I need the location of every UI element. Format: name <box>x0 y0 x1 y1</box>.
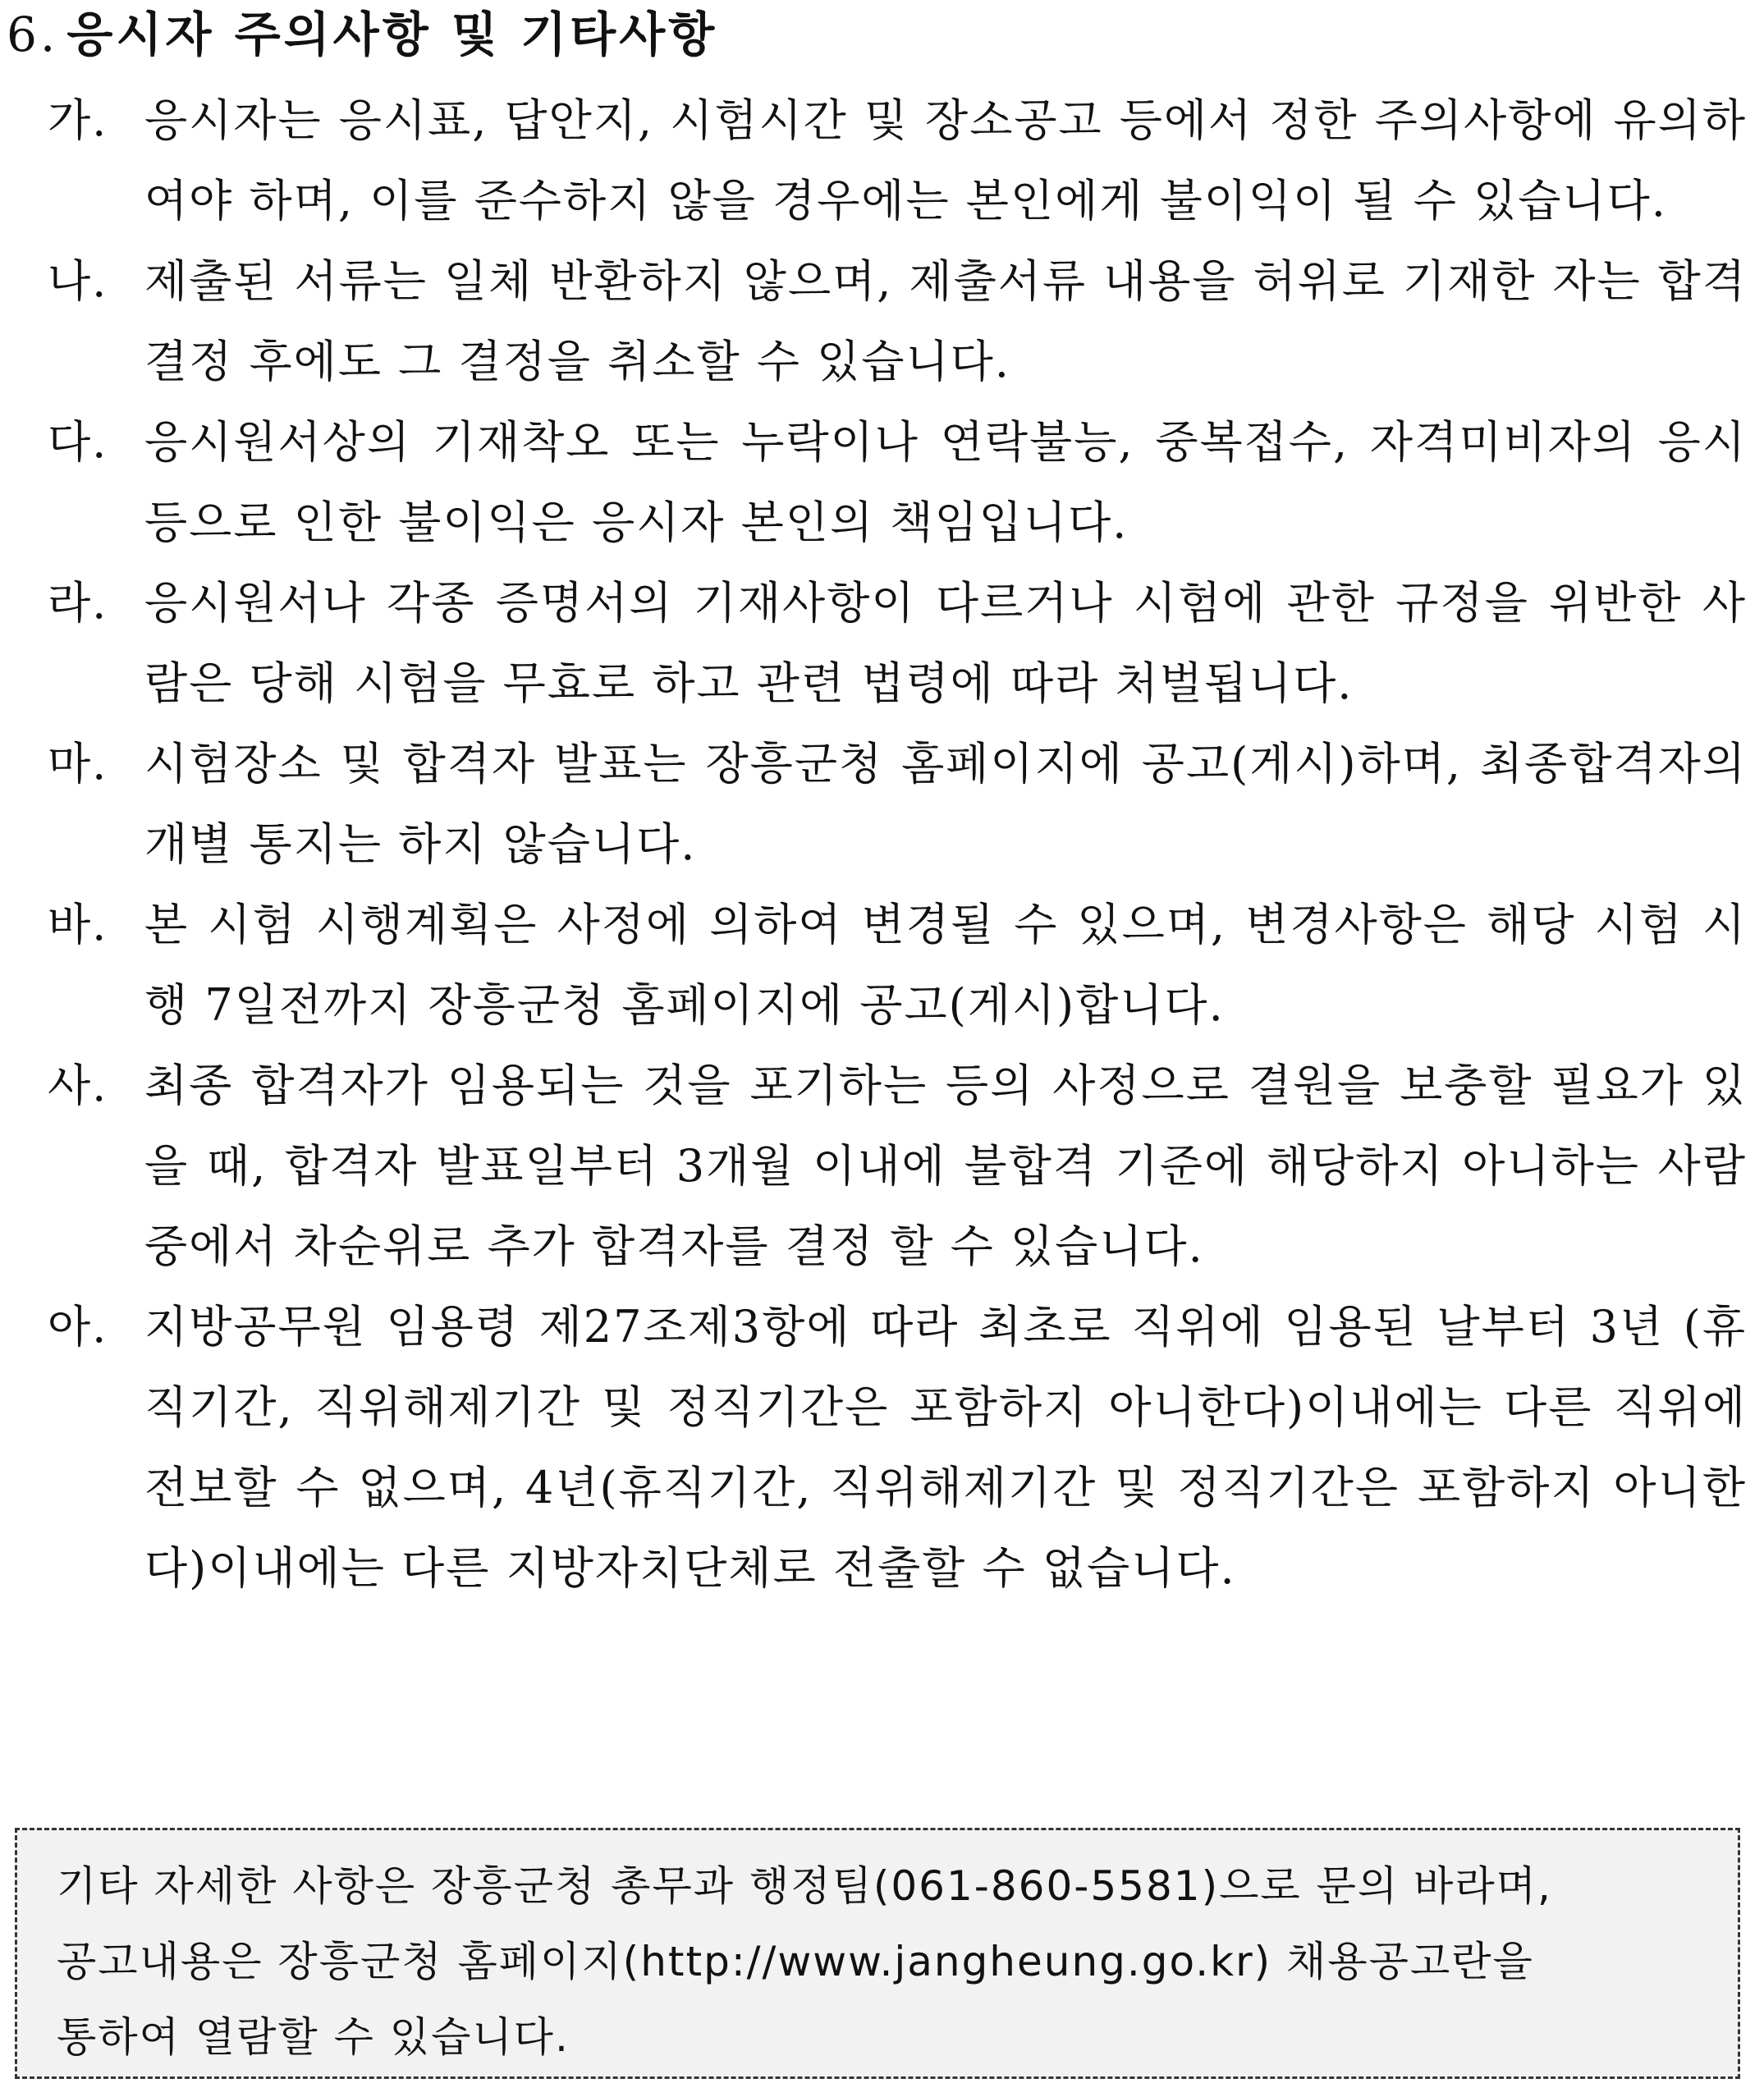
list-item <box>48 885 1747 1046</box>
list-item <box>48 1287 1747 1609</box>
list-item <box>48 241 1747 402</box>
item-text: 본 시험 시행계획은 사정에 의하여 변경될 수 있으며, 변경사항은 해당 시험 시행 7일전까지 장흥군청 홈페이지에 공고(게시)합니다. <box>144 899 1747 1031</box>
item-text: 응시원서나 각종 증명서의 기재사항이 다르거나 시험에 관한 규정을 위반한 사람은 당해 시험을 무효로 하고 관련 법령에 따라 처벌됩니다. <box>144 577 1747 709</box>
item-text: 응시자는 응시표, 답안지, 시험시간 및 장소공고 등에서 정한 주의사항에 유의하여야 하며, 이를 준수하지 않을 경우에는 본인에게 불이익이 될 수 있습니다. <box>144 94 1747 227</box>
item-text: 제출된 서류는 일체 반환하지 않으며, 제출서류 내용을 허위로 기재한 자는 합격 결정 후에도 그 결정을 취소할 수 있습니다. <box>144 255 1747 387</box>
list-item <box>48 402 1747 563</box>
section-title-text: 응시자 주의사항 및 기타사항 <box>66 7 718 62</box>
item-text: 최종 합격자가 임용되는 것을 포기하는 등의 사정으로 결원을 보충할 필요가 있을 때, 합격자 발표일부터 3개월 이내에 불합격 기준에 해당하지 아니하는 사람 중에서 차순위로 추가 합격자를 결정 할 수 있습니다. <box>144 1060 1747 1272</box>
item-marker: 나. <box>48 255 108 307</box>
list-item <box>48 80 1747 241</box>
item-marker: 바. <box>48 899 108 950</box>
item-text: 응시원서상의 기재착오 또는 누락이나 연락불능, 중복접수, 자격미비자의 응시 등으로 인한 불이익은 응시자 본인의 책임입니다. <box>144 416 1747 548</box>
list-item <box>48 724 1747 885</box>
section-title <box>7 5 717 64</box>
item-marker: 아. <box>48 1301 108 1353</box>
notice-line: 기타 자세한 사항은 장흥군청 총무과 행정팀(061-860-5581)으로 문의 바라며, <box>57 1862 1552 1910</box>
item-marker: 라. <box>48 577 108 629</box>
notice-line: 통하여 열람할 수 있습니다. <box>57 2013 570 2061</box>
item-marker: 가. <box>48 94 108 146</box>
list-item <box>48 563 1747 724</box>
item-marker: 마. <box>48 738 108 790</box>
contact-notice-text <box>57 1848 1705 2075</box>
item-marker: 다. <box>48 416 108 468</box>
item-text: 지방공무원 임용령 제27조제3항에 따라 최초로 직위에 임용된 날부터 3년 (휴직기간, 직위해제기간 및 정직기간은 포함하지 아니한다)이내에는 다른 직위에 전보할 수 없으며, 4년(휴직기간, 직위해제기간 및 정직기간은 포함하지 아니한다)이내에는 다른 지방자치단체로 전출할 수 없습니다. <box>144 1301 1747 1594</box>
notice-items-list <box>48 80 1747 1609</box>
item-marker: 사. <box>48 1060 108 1111</box>
notice-line: 공고내용은 장흥군청 홈페이지(http://www.jangheung.go.kr) 채용공고란을 <box>57 1938 1534 1985</box>
contact-notice-box <box>15 1828 1740 2079</box>
item-text: 시험장소 및 합격자 발표는 장흥군청 홈페이지에 공고(게시)하며, 최종합격자의 개별 통지는 하지 않습니다. <box>144 738 1747 870</box>
list-item <box>48 1046 1747 1287</box>
section-number: 6. <box>7 7 59 62</box>
